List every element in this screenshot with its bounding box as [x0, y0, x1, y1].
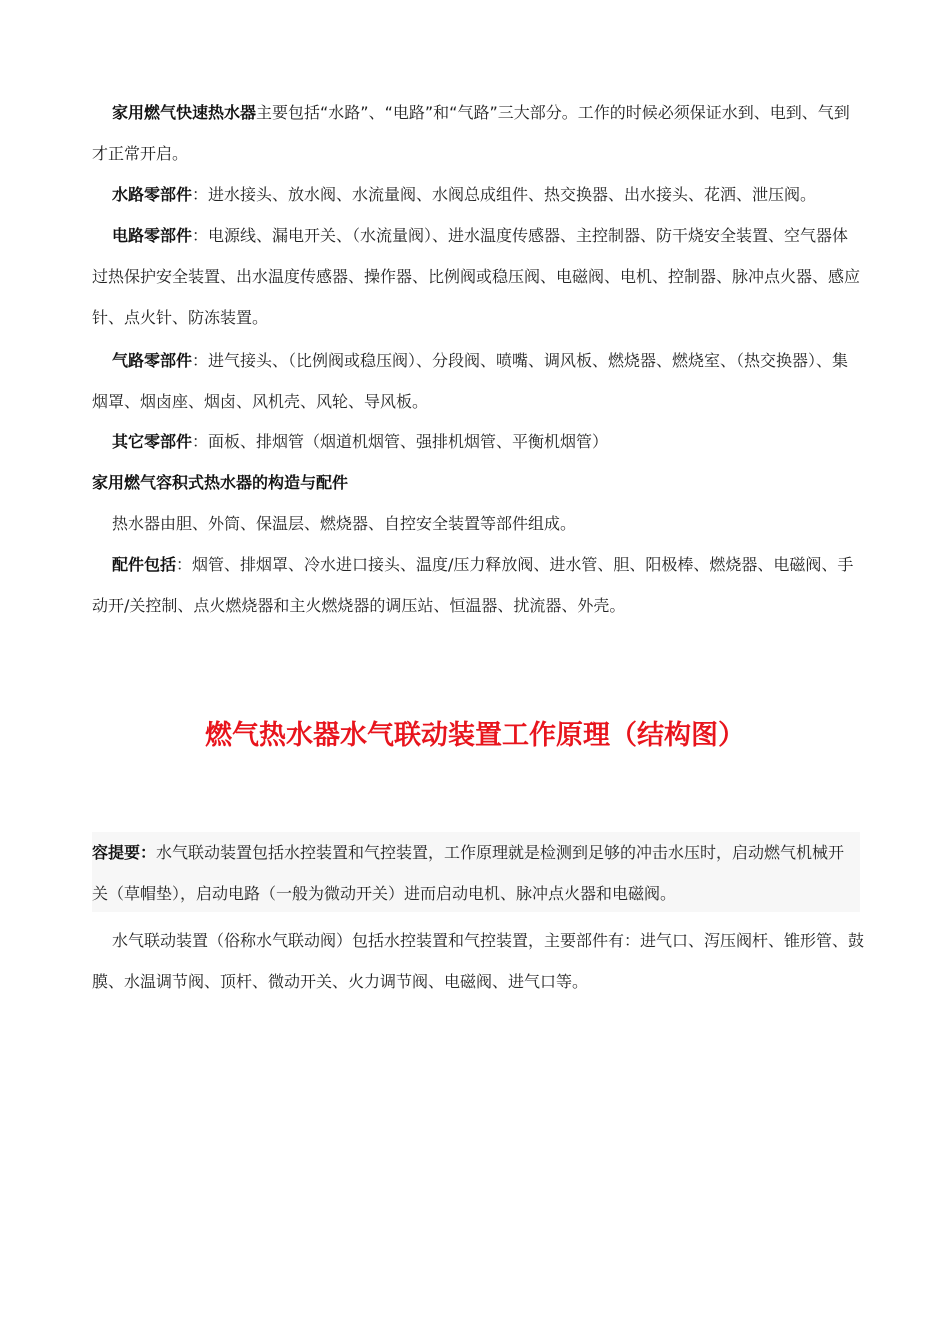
paragraph-other-parts — [92, 421, 864, 462]
paragraph-fast-heater — [92, 92, 864, 174]
linkage-description: 水气联动装置（俗称水气联动阀）包括水控装置和气控装置，主要部件有：进气口、泻压阀杆、锥形管、鼓膜、水温调节阀、顶杆、微动开关、火力调节阀、电磁阀、进气口等。 — [92, 931, 865, 991]
page-title: 燃气热水器水气联动装置工作原理（结构图） — [205, 720, 745, 751]
other-parts-label: 其它零部件 — [112, 432, 193, 451]
electric-parts-label: 电路零部件 — [112, 226, 193, 245]
paragraph-gas-parts — [92, 340, 864, 422]
summary-paragraph — [92, 832, 860, 914]
summary-text: 水气联动装置包括水控装置和气控装置，工作原理就是检测到足够的冲击水压时，启动燃气机械开关（草帽垫），启动电路（一般为微动开关）进而启动电机、脉冲点火器和电磁阀。 — [92, 843, 845, 903]
accessories-label: 配件包括 — [112, 555, 177, 574]
paragraph-water-parts — [92, 174, 864, 215]
water-parts-label: 水路零部件 — [112, 185, 193, 204]
other-parts-text: ：面板、排烟管（烟道机烟管、强排机烟管、平衡机烟管） — [192, 432, 609, 451]
gas-parts-text: ：进气接头、（比例阀或稳压阀）、分段阀、喷嘴、调风板、燃烧器、燃烧室、（热交换器）、集烟罩、烟卤座、烟卤、风机壳、风轮、导风板。 — [92, 351, 849, 411]
paragraph-electric-parts — [92, 215, 864, 338]
water-parts-text: ：进水接头、放水阀、水流量阀、水阀总成组件、热交换器、出水接头、花洒、泄压阀。 — [192, 185, 817, 204]
electric-parts-text: ：电源线、漏电开关、（水流量阀）、进水温度传感器、主控制器、防干烧安全装置、空气器体过热保护安全装置、出水温度传感器、操作器、比例阀或稳压阀、电磁阀、电机、控制器、脉冲点火器、感应针、点火针、防冻装置。 — [92, 226, 861, 327]
summary-box — [92, 832, 860, 912]
paragraph-accessories — [92, 544, 864, 626]
gas-parts-label: 气路零部件 — [112, 351, 193, 370]
summary-label: 容提要： — [92, 843, 157, 862]
storage-heater-intro: 热水器由胆、外筒、保温层、燃烧器、自控安全装置等部件组成。 — [112, 514, 577, 533]
fast-heater-lead: 家用燃气快速热水器 — [112, 103, 257, 122]
accessories-text: ：烟管、排烟罩、冷水进口接头、温度/压力释放阀、进水管、胆、阳极棒、燃烧器、电磁阀、手动开/关控制、点火燃烧器和主火燃烧器的调压站、恒温器、扰流器、外壳。 — [92, 555, 854, 615]
fast-heater-text: 主要包括“水路”、“电路”和“气路”三大部分。工作的时候必须保证水到、电到、气到才正常开启。 — [92, 103, 850, 163]
storage-heater-heading: 家用燃气容积式热水器的构造与配件 — [92, 473, 349, 492]
